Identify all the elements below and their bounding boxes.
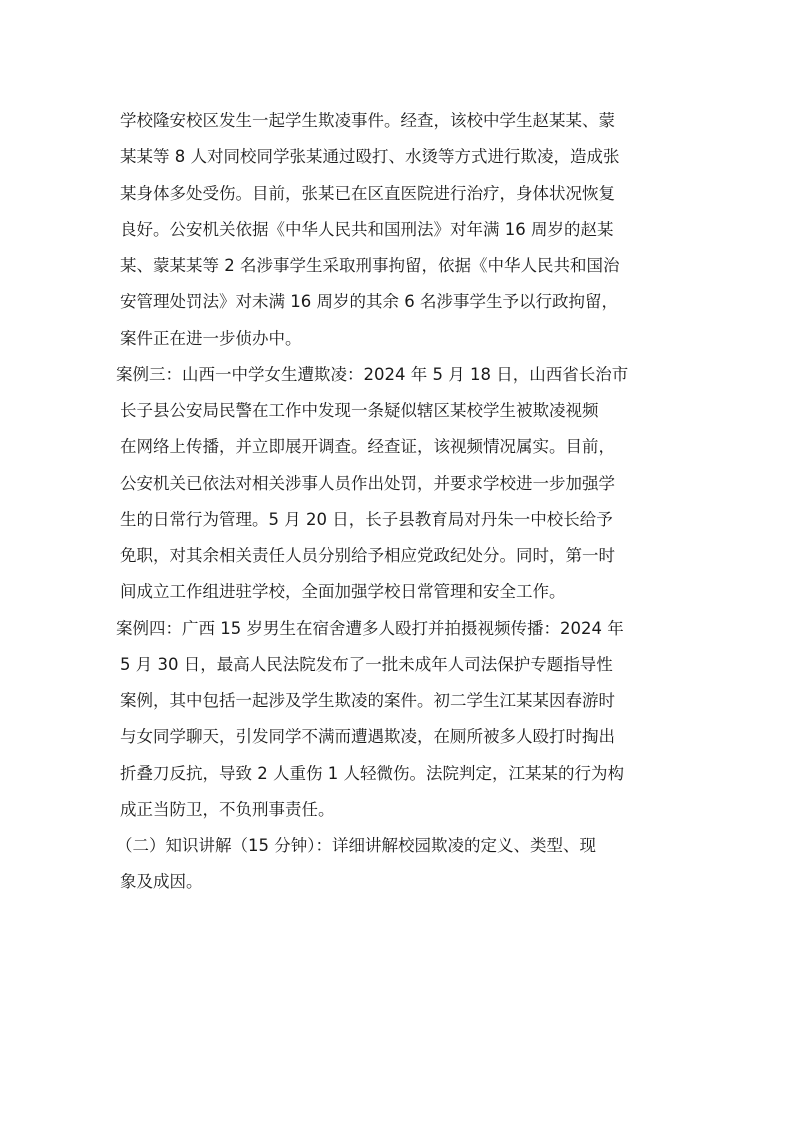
text-line: 生的日常行为管理。5 月 20 日，长子县教育局对丹朱一中校长给予	[120, 509, 613, 529]
section-knowledge-heading-line: （二）知识讲解（15 分钟）：详细讲解校园欺凌的定义、类型、现	[116, 836, 596, 855]
text-line: 某某等 8 人对同校同学张某通过殴打、水烫等方式进行欺凌，造成张	[120, 147, 620, 167]
text-line: 长子县公安局民警在工作中发现一条疑似辖区某校学生被欺凌视频	[120, 401, 599, 420]
text-line: 间成立工作组进驻学校，全面加强学校日常管理和安全工作。	[120, 582, 566, 602]
text-line: 公安机关已依法对相关涉事人员作出处罚，并要求学校进一步加强学	[120, 473, 615, 493]
text-line: 与女同学聊天，引发同学不满而遭遇欺凌，在厕所被多人殴打时掏出	[120, 727, 615, 747]
text-line: 折叠刀反抗，导致 2 人重伤 1 人轻微伤。法院判定，江某某的行为构	[120, 763, 624, 783]
text-line: 某、蒙某某等 2 名涉事学生采取刑事拘留，依据《中华人民共和国治	[120, 256, 620, 275]
document-body	[116, 103, 680, 901]
text-line: 安管理处罚法》对未满 16 周岁的其余 6 名涉事学生予以行政拘留，	[120, 292, 618, 312]
text-line: 良好。公安机关依据《中华人民共和国刑法》对年满 16 周岁的赵某	[120, 219, 614, 239]
text-line: 象及成因。	[120, 872, 203, 892]
text-line: 免职，对其余相关责任人员分别给予相应党政纪处分。同时，第一时	[120, 546, 615, 565]
text-line: 案件正在进一步侦办中。	[120, 328, 302, 348]
text-line: 成正当防卫，不负刑事责任。	[120, 799, 335, 819]
text-line: 学校隆安校区发生一起学生欺凌事件。经查，该校中学生赵某某、蒙	[120, 111, 615, 130]
case-four-heading-line: 案例四：广西 15 岁男生在宿舍遭多人殴打并拍摄视频传播：2024 年	[116, 618, 624, 638]
text-line: 案例，其中包括一起涉及学生欺凌的案件。初二学生江某某因春游时	[120, 691, 615, 710]
text-line: 5 月 30 日，最高人民法院发布了一批未成年人司法保护专题指导性	[120, 654, 613, 674]
text-line: 在网络上传播，并立即展开调查。经查证，该视频情况属实。目前，	[120, 437, 615, 457]
text-line: 某身体多处受伤。目前，张某已在区直医院进行治疗，身体状况恢复	[120, 183, 615, 203]
case-three-heading-line: 案例三：山西一中学女生遭欺凌：2024 年 5 月 18 日，山西省长治市	[116, 364, 629, 384]
